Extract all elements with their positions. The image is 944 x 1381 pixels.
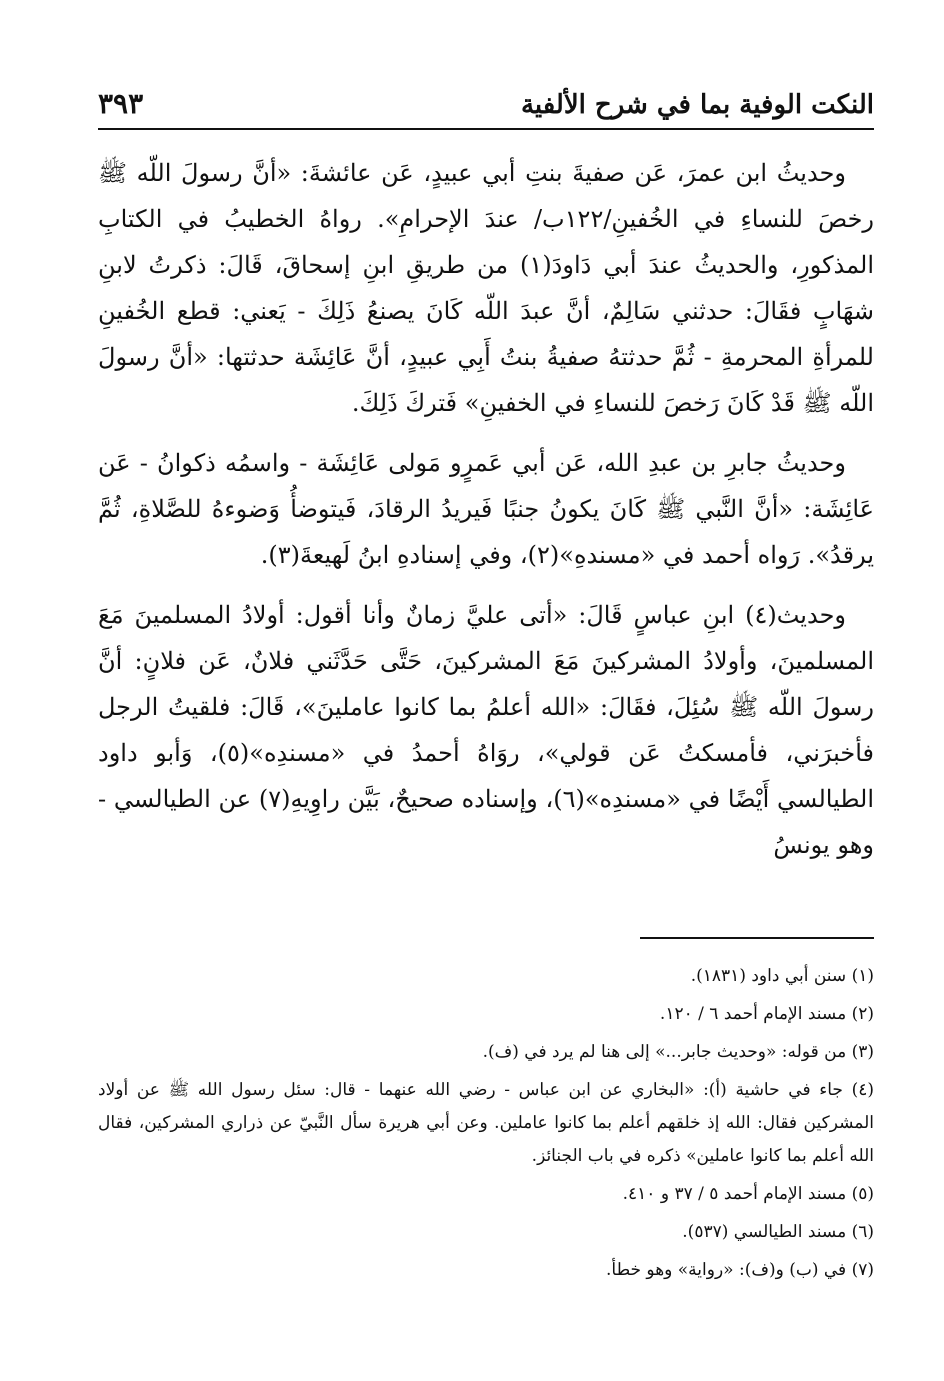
- footnote: (١) سنن أبي داود (١٨٣١).: [690, 966, 874, 986]
- footnotes: [98, 960, 874, 1292]
- page-number: ٣٩٣: [98, 87, 144, 120]
- paragraph: وحديث(٤) ابنِ عباسٍ قَالَ: «أتى عليَّ زمانٌ وأنا أقول: أولادُ المسلمينَ مَعَ المسلمينَ، وأولادُ المشركينَ مَعَ المشركينَ، حَتَّى حَدَّثَني فلانٌ، عَن فلانٍ: أنَّ رسولَ اللّه ﷺ سُئِلَ، فقَالَ: «الله أعلمُ بما كانوا عاملينَ»، قَالَ: فلقيتُ الرجل فأخبرَني، فأمسكتُ عَن قولي»، روَاهُ أحمدُ في «مسندِه»(٥)، وَأبو داود الطيالسي أَيْضًا في «مسندِه»(٦)، وإسناده صحيحٌ، بَيَّن راوِيهِ(٧) عن الطيالسي - وهو يونسُ: [98, 601, 874, 859]
- footnote: (٦) مسند الطيالسي (٥٣٧).: [682, 1222, 874, 1242]
- footnote: (٣) من قوله: «وحديث جابر...» إلى هنا لم يرد في (ف).: [482, 1042, 874, 1062]
- main-text: [98, 150, 874, 882]
- footnote: (٤) جاء في حاشية (أ): «البخاري عن ابن عباس - رضي الله عنهما - قال: سئل رسول الله ﷺ عن أولاد المشركين فقال: الله إذ خلقهم أعلم بما كانوا عاملين. وعن أبي هريرة سأل النَّبيّ عن ذراري المشركين، فقال الله أعلم بما كانوا عاملين» ذكره في باب الجنائز.: [98, 1080, 874, 1166]
- paragraph: وحديثُ جابرِ بن عبدِ الله، عَن أبي عَمرٍو مَولى عَائِشَة - واسمُه ذكوانُ - عَن عَائِشَة: «أنَّ النَّبي ﷺ كَانَ يكونُ جنبًا فَيريدُ الرقادَ، فَيتوضأُ وَضوءهُ للصَّلاةِ، ثُمَّ يرقدُ». رَواه أحمد في «مسندهِ»(٢)، وفي إسنادهِ ابنُ لَهيعةَ(٣).: [98, 449, 874, 569]
- running-title: النكت الوفية بما في شرح الألفية: [520, 90, 874, 120]
- footnote: (٢) مسند الإمام أحمد ٦ / ١٢٠.: [659, 1004, 874, 1024]
- running-header: [98, 72, 874, 130]
- paragraph: وحديثُ ابن عمرَ، عَن صفيةَ بنتِ أبي عبيدٍ، عَن عائشةَ: «أنَّ رسولَ اللّه ﷺ رخصَ للنساءِ في الخُفينِ/١٢٢ب/ عندَ الإحرامِ». رواهُ الخطيبُ في الكتابِ المذكورِ، والحديثُ عندَ أبي دَاودَ(١) من طريقِ ابنِ إسحاقَ، قَالَ: ذكرتُ لابنِ شهَابٍ فقَالَ: حدثني سَالِمٌ، أنَّ عبدَ اللّه كَانَ يصنعُ ذَلِكَ - يَعني: قطع الخُفينِ للمرأةِ المحرمةِ - ثُمَّ حدثتهُ صفيةُ بنتُ أَبِي عبيدٍ، أنَّ عَائِشَة حدثتها: «أنَّ رسولَ اللّه ﷺ قَدْ كَانَ رَخصَ للنساءِ في الخفينِ» فَتركَ ذَلِكَ.: [98, 159, 875, 417]
- footnote-separator: [640, 937, 874, 939]
- footnote: (٥) مسند الإمام أحمد ٥ / ٣٧ و ٤١٠.: [622, 1184, 874, 1204]
- footnote: (٧) في (ب) و(ف): «رواية» وهو خطأ.: [605, 1260, 874, 1280]
